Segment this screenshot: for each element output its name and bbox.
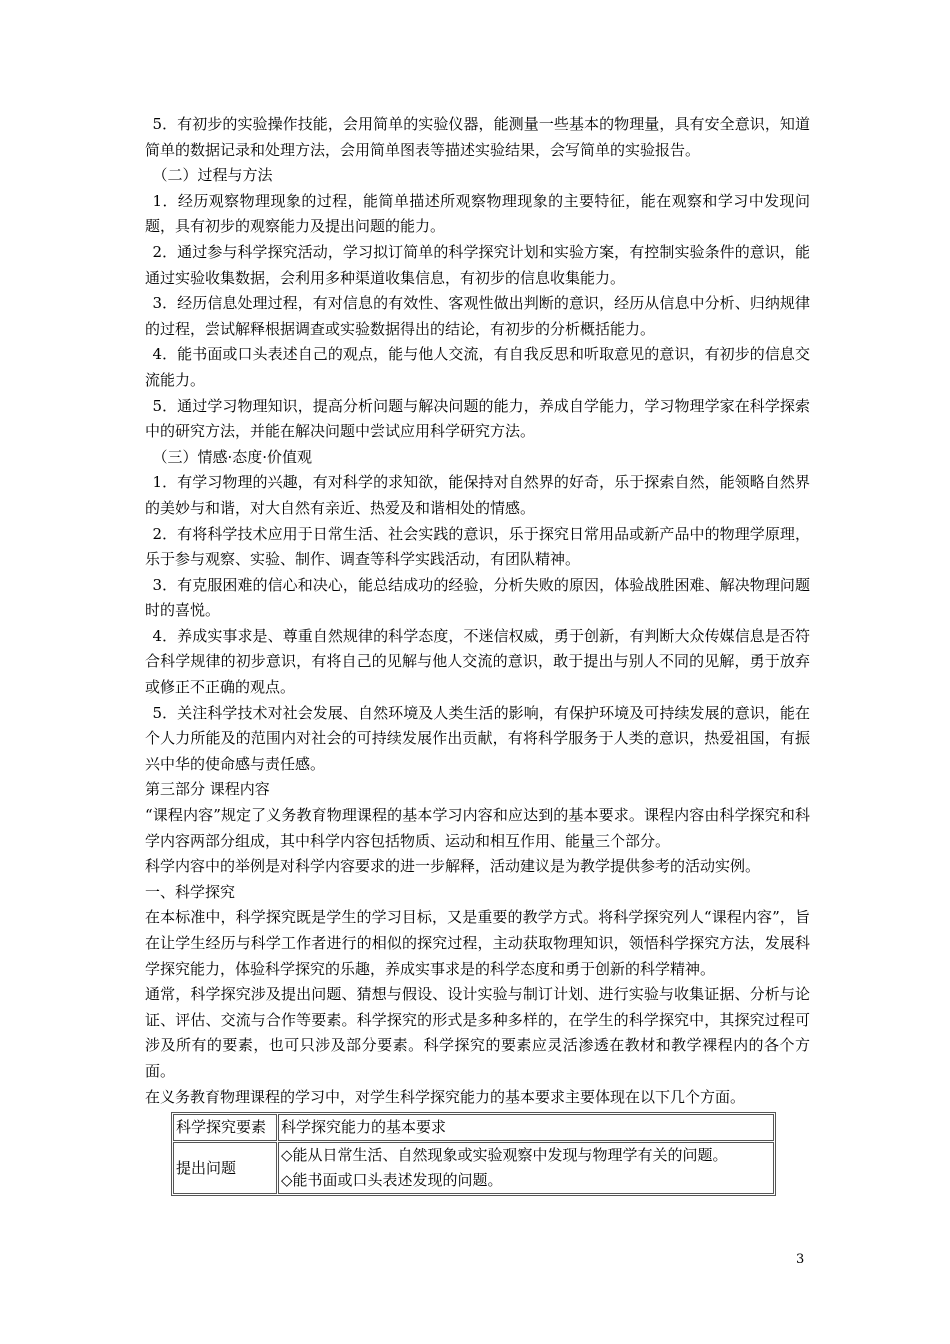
document-body <box>145 112 810 1110</box>
table-cell-element: 提出问题 <box>173 1142 277 1194</box>
paragraph: 4．养成实事求是、尊重自然规律的科学态度，不迷信权威，勇于创新，有判断大众传媒信息是否符合科学规律的初步意识，有将自己的见解与他人交流的意识，敢于提出与别人不同的见解，勇于放弃或修正不正确的观点。 <box>145 626 810 697</box>
paragraph: 2．有将科学技术应用于日常生活、社会实践的意识，乐于探究日常用品或新产品中的物理学原理，乐于参与观察、实验、制作、调查等科学实践活动，有团队精神。 <box>145 524 810 569</box>
paragraph: 2．通过参与科学探究活动，学习拟订简单的科学探究计划和实验方案，有控制实验条件的意识，能通过实验收集数据，会利用多种渠道收集信息，有初步的信息收集能力。 <box>145 242 810 287</box>
paragraph: 科学内容中的举例是对科学内容要求的进一步解释，活动建议是为教学提供参考的活动实例。 <box>145 857 761 876</box>
inquiry-requirements-table <box>171 1112 776 1196</box>
paragraph: 第三部分 课程内容 <box>145 780 270 799</box>
paragraph: 5．通过学习物理知识，提高分析问题与解决问题的能力，养成自学能力，学习物理学家在科学探索中的研究方法，并能在解决问题中尝试应用科学研究方法。 <box>145 396 810 441</box>
paragraph: 5．有初步的实验操作技能，会用简单的实验仪器，能测量一些基本的物理量，具有安全意识，知道简单的数据记录和处理方法，会用简单图表等描述实验结果，会写简单的实验报告。 <box>145 115 810 159</box>
paragraph: 3．有克服困难的信心和决心，能总结成功的经验，分析失败的原因，体验战胜困难、解决物理问题时的喜悦。 <box>145 575 810 620</box>
paragraph: 一、科学探究 <box>145 882 236 901</box>
paragraph: 在本标准中，科学探究既是学生的学习目标，又是重要的教学方式。将科学探究列人“课程内容”，旨在让学生经历与科学工作者进行的相似的探究过程，主动获取物理知识，领悟科学探究方法，发展科学探究能力，体验科学探究的乐趣，养成实事求是的科学态度和勇于创新的科学精神。 <box>145 908 810 978</box>
paragraph: 1．经历观察物理现象的过程，能简单描述所观察物理现象的主要特征，能在观察和学习中发现问题，具有初步的观察能力及提出问题的能力。 <box>145 191 810 236</box>
paragraph: 通常，科学探究涉及提出问题、猜想与假设、设计实验与制订计划、进行实验与收集证据、分析与论证、评估、交流与合作等要素。科学探究的形式是多种多样的，在学生的科学探究中，其探究过程可涉及所有的要素，也可只涉及部分要素。科学探究的要素应灵活渗透在教材和教学裸程内的各个方面。 <box>145 985 810 1080</box>
paragraph: 5．关注科学技术对社会发展、自然环境及人类生活的影响，有保护环境及可持续发展的意识，能在个人力所能及的范围内对社会的可持续发展作出贡献，有将科学服务于人类的意识，热爱祖国，有振兴中华的使命感与责任感。 <box>145 703 810 773</box>
paragraph: 1．有学习物理的兴趣，有对科学的求知欲，能保持对自然界的好奇，乐于探索自然，能领略自然界的美妙与和谐，对大自然有亲近、热爱及和谐相处的情感。 <box>145 473 810 517</box>
table-header-row <box>173 1114 774 1141</box>
paragraph: “课程内容”规定了义务教育物理课程的基本学习内容和应达到的基本要求。课程内容由科学探究和科学内容两部分组成，其中科学内容包括物质、运动和相互作用、能量三个部分。 <box>145 806 810 850</box>
table-row <box>173 1142 774 1194</box>
table-header-requirements: 科学探究能力的基本要求 <box>278 1114 774 1141</box>
paragraph: 3．经历信息处理过程，有对信息的有效性、客观性做出判断的意识，经历从信息中分析、归纳规律的过程，尝试解释根据调查或实验数据得出的结论，有初步的分析概括能力。 <box>145 294 810 338</box>
paragraph: （三）情感·态度·价值观 <box>152 447 313 466</box>
page-number: 3 <box>796 1252 805 1267</box>
requirement-line: ◇能从日常生活、自然现象或实验观察中发现与物理学有关的问题。 <box>281 1146 728 1165</box>
document-page <box>145 112 810 1196</box>
paragraph: 4．能书面或口头表述自己的观点，能与他人交流，有自我反思和听取意见的意识，有初步的信息交流能力。 <box>145 345 810 389</box>
paragraph: 在义务教育物理课程的学习中，对学生科学探究能力的基本要求主要体现在以下几个方面。 <box>145 1087 746 1106</box>
paragraph: （二）过程与方法 <box>152 166 273 185</box>
table-cell-requirements <box>278 1142 774 1194</box>
table-header-element: 科学探究要素 <box>173 1114 277 1141</box>
requirement-line: ◇能书面或口头表述发现的问题。 <box>281 1171 503 1190</box>
